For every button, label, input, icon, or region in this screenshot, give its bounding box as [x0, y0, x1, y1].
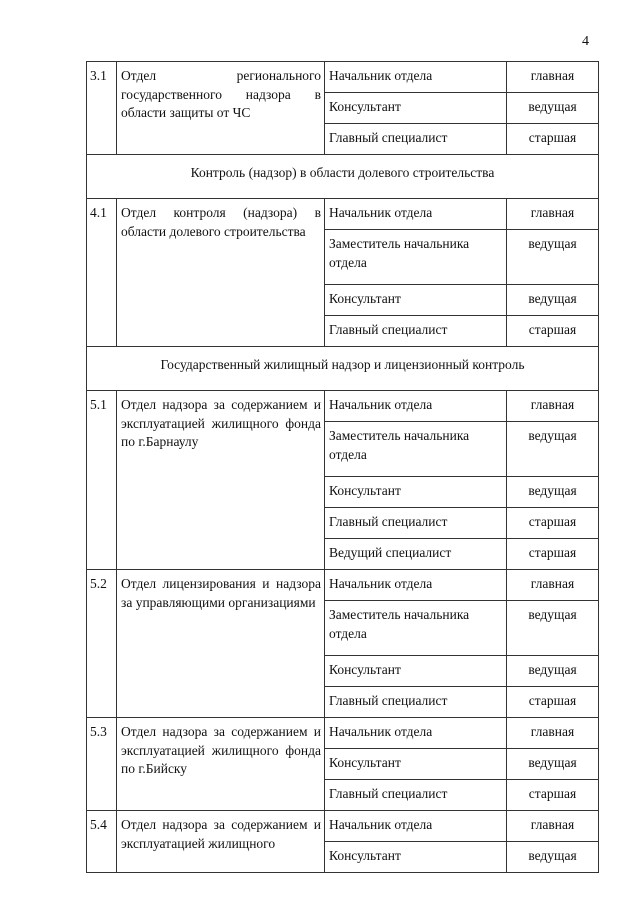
position-title: Главный специалист — [325, 687, 507, 718]
position-grade: старшая — [507, 316, 599, 347]
position-grade: ведущая — [507, 477, 599, 508]
position-title: Начальник отдела — [325, 199, 507, 230]
department-number: 3.1 — [87, 62, 117, 155]
position-title: Заместитель начальника отдела — [325, 601, 507, 656]
section-title: Контроль (надзор) в области долевого строительства — [87, 155, 599, 199]
position-title: Заместитель начальника отдела — [325, 422, 507, 477]
position-title: Ведущий специалист — [325, 539, 507, 570]
section-header-row — [87, 155, 599, 199]
position-grade: ведущая — [507, 230, 599, 285]
department-name: Отдел надзора за содержанием и эксплуатацией жилищного — [117, 811, 325, 873]
position-grade: главная — [507, 811, 599, 842]
department-name: Отдел контроля (надзора) в области долевого строительства — [117, 199, 325, 347]
position-grade: главная — [507, 62, 599, 93]
position-title: Начальник отдела — [325, 62, 507, 93]
position-title: Главный специалист — [325, 316, 507, 347]
department-number: 5.4 — [87, 811, 117, 873]
position-title: Начальник отдела — [325, 811, 507, 842]
position-grade: главная — [507, 391, 599, 422]
staff-table — [86, 61, 599, 873]
section-title: Государственный жилищный надзор и лицензионный контроль — [87, 347, 599, 391]
department-name: Отдел надзора за содержанием и эксплуатацией жилищного фонда по г.Бийску — [117, 718, 325, 811]
page-number: 4 — [582, 34, 589, 49]
department-name: Отдел регионального государственного надзора в области защиты от ЧС — [117, 62, 325, 155]
position-title: Начальник отдела — [325, 718, 507, 749]
position-title: Консультант — [325, 842, 507, 873]
position-title: Консультант — [325, 93, 507, 124]
department-name: Отдел лицензирования и надзора за управляющими организациями — [117, 570, 325, 718]
position-title: Начальник отдела — [325, 570, 507, 601]
department-number: 5.3 — [87, 718, 117, 811]
position-row — [87, 811, 599, 842]
position-title: Консультант — [325, 477, 507, 508]
position-title: Начальник отдела — [325, 391, 507, 422]
position-grade: старшая — [507, 687, 599, 718]
position-grade: старшая — [507, 124, 599, 155]
position-title: Главный специалист — [325, 124, 507, 155]
position-grade: ведущая — [507, 656, 599, 687]
department-number: 5.2 — [87, 570, 117, 718]
position-title: Главный специалист — [325, 780, 507, 811]
position-row — [87, 718, 599, 749]
position-title: Консультант — [325, 285, 507, 316]
position-grade: старшая — [507, 780, 599, 811]
position-grade: ведущая — [507, 422, 599, 477]
position-row — [87, 391, 599, 422]
position-grade: ведущая — [507, 842, 599, 873]
position-grade: главная — [507, 199, 599, 230]
position-grade: ведущая — [507, 285, 599, 316]
position-row — [87, 199, 599, 230]
position-row — [87, 570, 599, 601]
staff-table-body — [87, 62, 599, 873]
position-grade: главная — [507, 718, 599, 749]
department-number: 4.1 — [87, 199, 117, 347]
position-grade: главная — [507, 570, 599, 601]
section-header-row — [87, 347, 599, 391]
department-name: Отдел надзора за содержанием и эксплуатацией жилищного фонда по г.Барнаулу — [117, 391, 325, 570]
position-grade: старшая — [507, 539, 599, 570]
position-title: Консультант — [325, 749, 507, 780]
position-grade: старшая — [507, 508, 599, 539]
position-title: Главный специалист — [325, 508, 507, 539]
department-number: 5.1 — [87, 391, 117, 570]
position-grade: ведущая — [507, 601, 599, 656]
position-grade: ведущая — [507, 749, 599, 780]
position-grade: ведущая — [507, 93, 599, 124]
position-title: Консультант — [325, 656, 507, 687]
position-title: Заместитель начальника отдела — [325, 230, 507, 285]
position-row — [87, 62, 599, 93]
